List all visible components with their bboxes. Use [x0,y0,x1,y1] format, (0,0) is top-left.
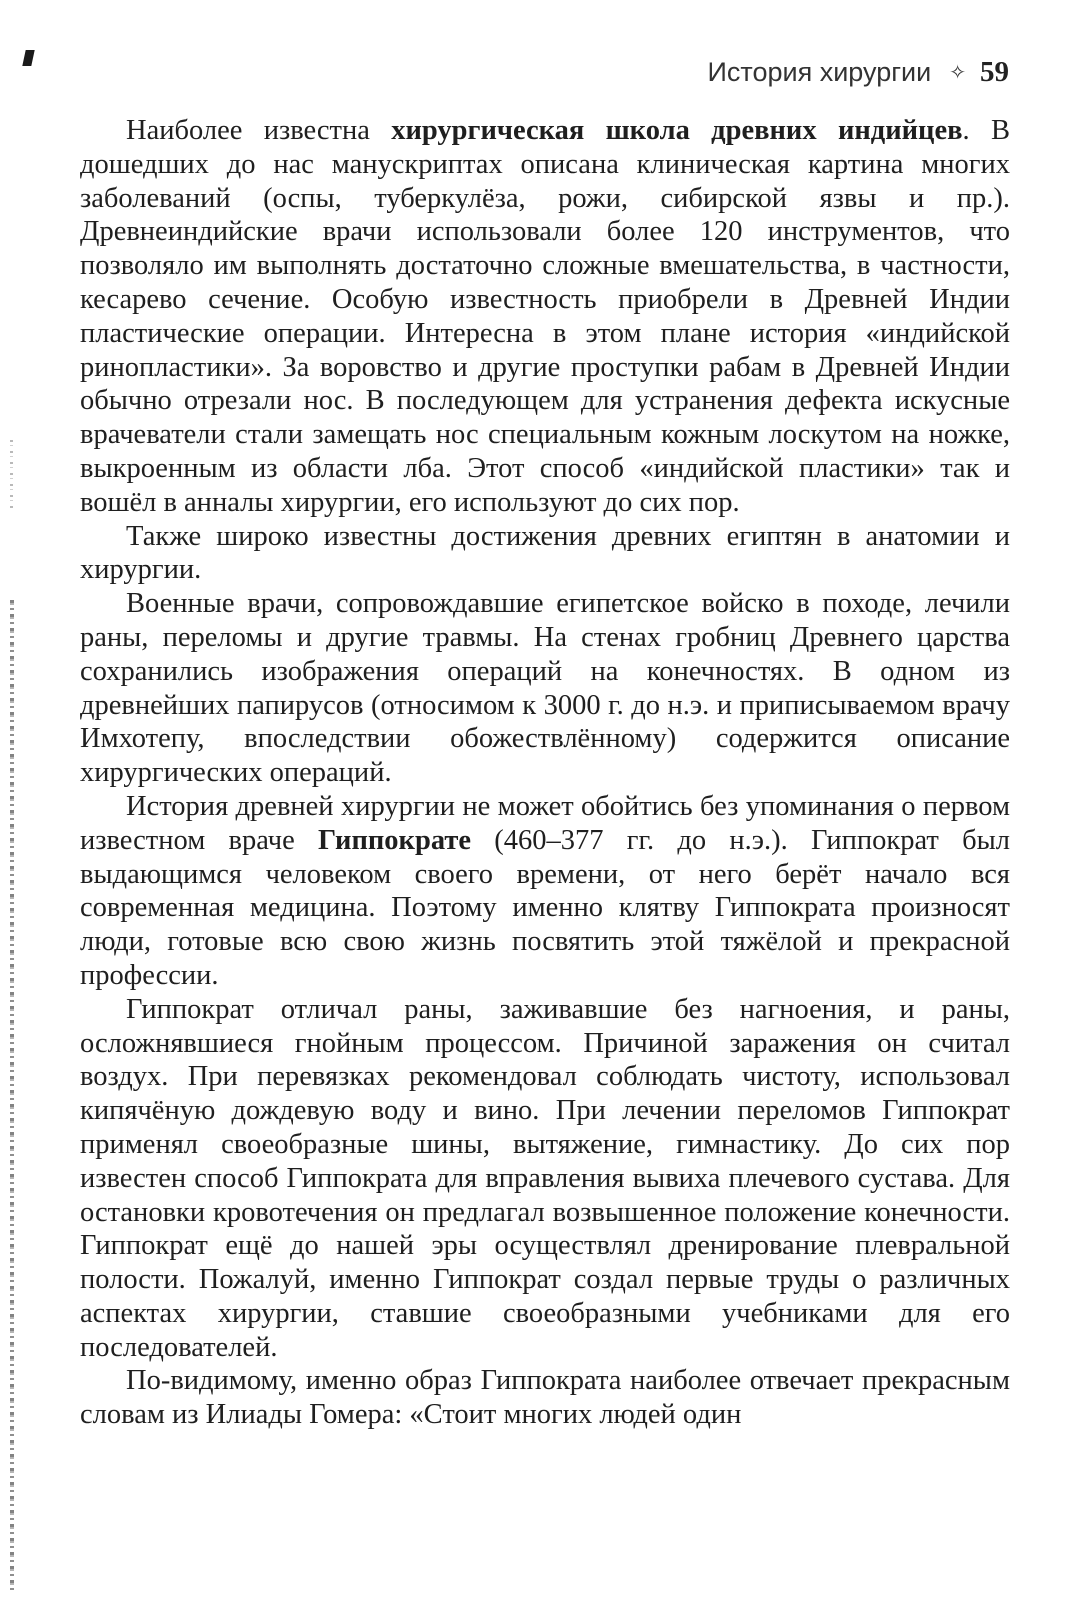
running-header-title: История хирургии [707,57,932,87]
bold-term: хирургическая школа древних индийцев [391,115,963,146]
scan-edge-speckle [10,440,13,510]
paragraph-text: (460–377 гг. до н.э.). Гиппократ был выдающимся человеком своего времени, от него берёт начало вся современная медицина. Поэтому именно клятву Гиппократа произносят люди, готовые всю свою жизнь посвятить этой тяжёлой и прекрасной профессии. [80,824,1010,991]
scan-corner-mark [22,50,34,66]
paragraph-hippocrates [80,790,1010,993]
paragraph-indian-school [80,114,1010,520]
scan-edge-speckle [10,600,14,1590]
bold-term: Гиппократе [318,824,471,856]
paragraph-text: Гиппократ отличал раны, заживавшие без нагноения, и раны, осложнявшиеся гнойным процессом. Причиной заражения он считал воздух. При перевязках рекомендовал соблюдать чистоту, использовал кипячёную дождевую воду и вино. При лечении переломов Гиппократ применял своеобразные шины, вытяжение, гимнастику. До сих пор известен способ Гиппократа для вправления вывиха плечевого сустава. Для остановки кровотечения он предлагал возвышенное положение конечности. Гиппократ ещё до нашей эры осуществлял дренирование плевральной полости. Пожалуй, именно Гиппократ создал первые труды о различных аспектах хирургии, ставшие своеобразными учебниками для его последователей. [80,993,1010,1363]
paragraph-hippocrates-methods [80,993,1010,1365]
paragraph-military-doctors [80,587,1010,790]
paragraph-text: Наиболее известна [126,115,392,146]
paragraph-text: Военные врачи, сопровождавшие египетское войско в походе, лечили раны, переломы и другие травмы. На стенах гробниц Древнего царства сохранились изображения операций на конечностях. В одном из древнейших папирусов (относимом к 3000 г. до н.э. и приписываемом врачу Имхотепу, впоследствии обожествлённому) содержится описание хирургических операций. [80,588,1010,789]
paragraph-homer [80,1364,1010,1432]
paragraph-text: История древней хирургии не может обойтись без упоминания о первом известном враче [80,790,1010,856]
running-header [708,56,1010,89]
paragraph-text: Также широко известны достижения древних египтян в анатомии и хирургии. [80,520,1010,586]
diamond-outline-icon: ✧ [949,60,966,84]
paragraph-text: . В дошедших до нас манускриптах описана клиническая картина многих заболеваний (оспы, туберкулёза, рожи, сибирской язвы и пр.). Древнеиндийские врачи использовали более 120 инструментов, что позволяло им выполнять достаточно сложные вмешательства, в частности, кесарево сечение. Особую известность приобрели в Древней Индии пластические операции. Интересна в этом плане история «индийской ринопластики». За воровство и другие проступки рабам в Древней Индии обычно отрезали нос. В последующем для устранения дефекта искусные врачеватели стали замещать нос специальным кожным лоскутом на ножке, выкроенным из области лба. Этот способ «индийской пластики» так и вошёл в анналы хирургии, его используют до сих пор. [80,115,1011,518]
page-number: 59 [980,56,1009,88]
body-text [80,114,1010,1432]
paragraph-egyptians [80,520,1010,588]
paragraph-text: По-видимому, именно образ Гиппократа наиболее отвечает прекрасным словам из Илиады Гомера: «Стоит многих людей один [80,1365,1010,1431]
